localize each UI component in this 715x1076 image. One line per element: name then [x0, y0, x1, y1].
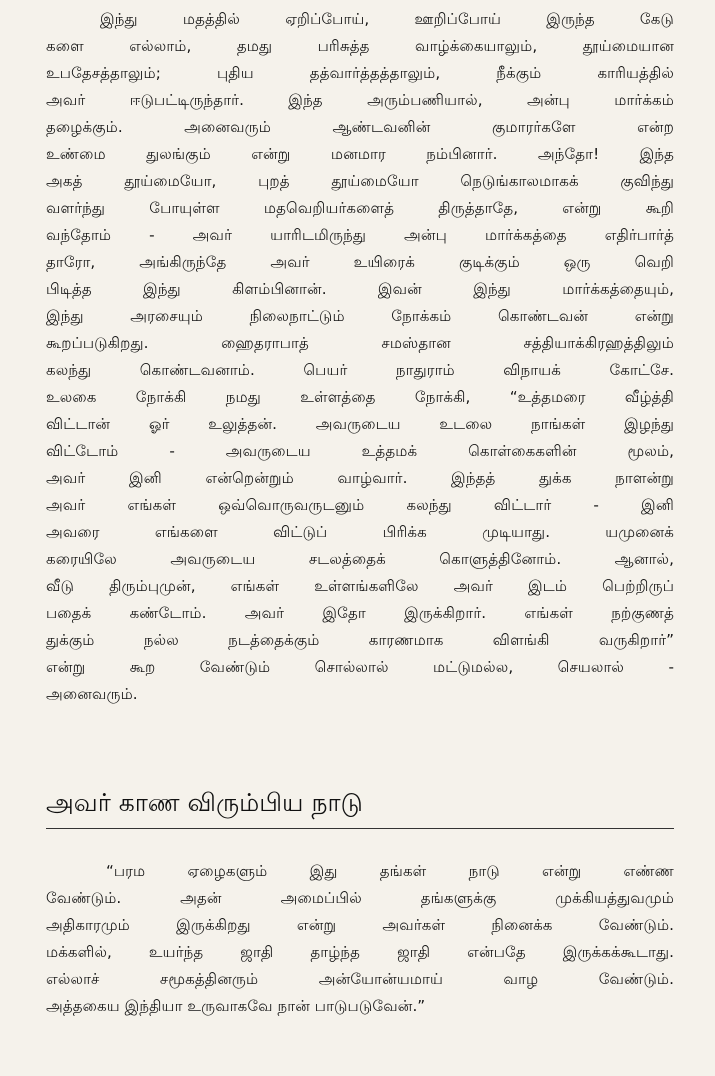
paragraph-line: கலந்து கொண்டவனாம். பெயர் நாதுராம் விநாயக் கோட்சே. [46, 361, 674, 379]
paragraph-line: பிடித்த இந்து கிளம்பினான். இவன் இந்து மார்க்கத்தையும், [46, 280, 674, 298]
paragraph-line: கூறப்படுகிறது. ஹைதராபாத் சமஸ்தான சத்தியாக்கிரஹத்திலும் [46, 334, 674, 352]
paragraph-line: அவரை எங்களை விட்டுப் பிரிக்க முடியாது. யமுனைக் [46, 523, 674, 541]
quote-line: அதிகாரமும் இருக்கிறது என்று அவர்கள் நினைக்க வேண்டும். [46, 916, 674, 934]
paragraph-line: அவர் இனி என்றென்றும் வாழ்வார். இந்தத் துக்க நாளன்று [46, 469, 674, 487]
quote-line: வேண்டும். அதன் அமைப்பில் தங்களுக்கு முக்கியத்துவமும் [46, 889, 674, 907]
heading-divider [46, 828, 674, 829]
paragraph-line: என்று கூற வேண்டும் சொல்லால் மட்டுமல்ல, செயலால் - [46, 658, 674, 676]
body-paragraph [46, 6, 674, 708]
quote-line: மக்களில், உயர்ந்த ஜாதி தாழ்ந்த ஜாதி என்பதே இருக்கக்கூடாது. [46, 943, 674, 961]
paragraph-line: துக்கும் நல்ல நடத்தைக்கும் காரணமாக விளங்கி வருகிறார்” [46, 631, 674, 649]
paragraph-line: தாரோ, அங்கிருந்தே அவர் உயிரைக் குடிக்கும் ஒரு வெறி [46, 253, 674, 271]
paragraph-line: கரையிலே அவருடைய சடலத்தைக் கொளுத்தினோம். ஆனால், [46, 550, 674, 568]
paragraph-line: வந்தோம் - அவர் யாரிடமிருந்து அன்பு மார்க்கத்தை எதிர்பார்த் [46, 226, 674, 244]
paragraph-line: உபதேசத்தாலும்; புதிய தத்வார்த்தத்தாலும், நீக்கும் காரியத்தில் [46, 64, 674, 82]
paragraph-line: விட்டான் ஓர் உலுத்தன். அவருடைய உடலை நாங்கள் இழந்து [46, 415, 674, 433]
section-heading: அவர் காண விரும்பிய நாடு [46, 788, 363, 817]
quote-line: அத்தகைய இந்தியா உருவாகவே நான் பாடுபடுவேன்.” [46, 997, 426, 1015]
paragraph-line: அனைவரும். [46, 685, 138, 703]
paragraph-line: அகத் தூய்மையோ, புறத் தூய்மையோ நெடுங்காலமாகக் குவிந்து [46, 172, 674, 190]
paragraph-line: இந்து அரசையும் நிலைநாட்டும் நோக்கம் கொண்டவன் என்று [46, 307, 674, 325]
paragraph-line: உண்மை துலங்கும் என்று மனமார நம்பினார். அந்தோ! இந்த [46, 145, 674, 163]
paragraph-line: வளர்ந்து போயுள்ள மதவெறியர்களைத் திருத்தாதே, என்று கூறி [46, 199, 674, 217]
quote-line: எல்லாச் சமூகத்தினரும் அன்யோன்யமாய் வாழ வேண்டும். [46, 970, 674, 988]
paragraph-line: அவர் ஈடுபட்டிருந்தார். இந்த அரும்பணியால், அன்பு மார்க்கம் [46, 91, 674, 109]
paragraph-line: பதைக் கண்டோம். அவர் இதோ இருக்கிறார். எங்கள் நற்குணத் [46, 604, 674, 622]
paragraph-line: இந்து மதத்தில் ஏறிப்போய், ஊறிப்போய் இருந்த கேடு [100, 10, 674, 28]
paragraph-line: விட்டோம் - அவருடைய உத்தமக் கொள்கைகளின் மூலம், [46, 442, 674, 460]
paragraph-line: களை எல்லாம், தமது பரிசுத்த வாழ்க்கையாலும், தூய்மையான [46, 37, 674, 55]
quote-block [46, 858, 674, 1020]
paragraph-line: தழைக்கும். அனைவரும் ஆண்டவனின் குமாரர்களே என்ற [46, 118, 674, 136]
quote-line: “பரம ஏழைகளும் இது தங்கள் நாடு என்று எண்ண [106, 862, 674, 880]
paragraph-line: அவர் எங்கள் ஒவ்வொருவருடனும் கலந்து விட்டார் - இனி [46, 496, 674, 514]
paragraph-line: உலகை நோக்கி நமது உள்ளத்தை நோக்கி, “உத்தமரை வீழ்த்தி [46, 388, 674, 406]
paragraph-line: வீடு திரும்புமுன், எங்கள் உள்ளங்களிலே அவர் இடம் பெற்றிருப் [46, 577, 674, 595]
